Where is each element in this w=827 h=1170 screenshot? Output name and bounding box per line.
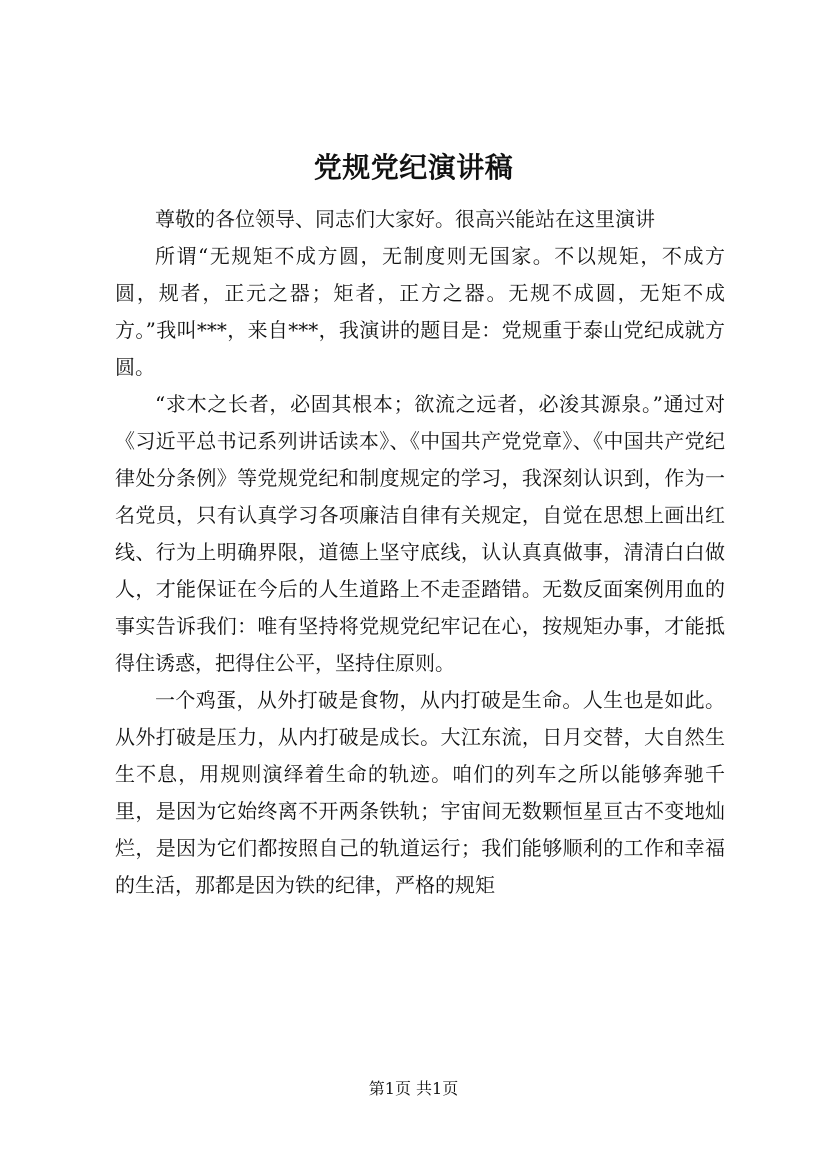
- document-body: [115, 201, 725, 904]
- page-footer: 第1页 共1页: [368, 1079, 459, 1098]
- paragraph-introduction: 所谓“无规矩不成方圆，无制度则无国家。不以规矩，不成方圆，规者，正元之器；矩者，正方之器。无规不成圆，无矩不成方。”我叫***，来自***，我演讲的题目是：党规重于泰山党纪成就方圆。: [115, 244, 725, 379]
- paragraph-study-reflection: “求木之长者，必固其根本；欲流之远者，必浚其源泉。”通过对《习近平总书记系列讲话读本》、《中国共产党党章》、《中国共产党纪律处分条例》等党规党纪和制度规定的学习，我深刻认识到，作为一名党员，只有认真学习各项廉洁自律有关规定，自觉在思想上画出红线、行为上明确界限，道德上坚守底线，认认真真做事，清清白白做人，才能保证在今后的人生道路上不走歪踏错。无数反面案例用血的事实告诉我们：唯有坚持将党规党纪牢记在心，按规矩办事，才能抵得住诱惑，把得住公平，坚持住原则。: [115, 392, 725, 675]
- document-title: 党规党纪演讲稿: [313, 151, 514, 184]
- paragraph-greeting: 尊敬的各位领导、同志们大家好。很高兴能站在这里演讲: [155, 207, 655, 231]
- paragraph-egg-metaphor: 一个鸡蛋，从外打破是食物，从内打破是生命。人生也是如此。从外打破是压力，从内打破是成长。大江东流，日月交替，大自然生生不息，用规则演绎着生命的轨迹。咱们的列车之所以能够奔驰千里，是因为它始终离不开两条铁轨；宇宙间无数颗恒星亘古不变地灿烂，是因为它们都按照自己的轨道运行；我们能够顺利的工作和幸福的生活，那都是因为铁的纪律，严格的规矩: [115, 688, 725, 897]
